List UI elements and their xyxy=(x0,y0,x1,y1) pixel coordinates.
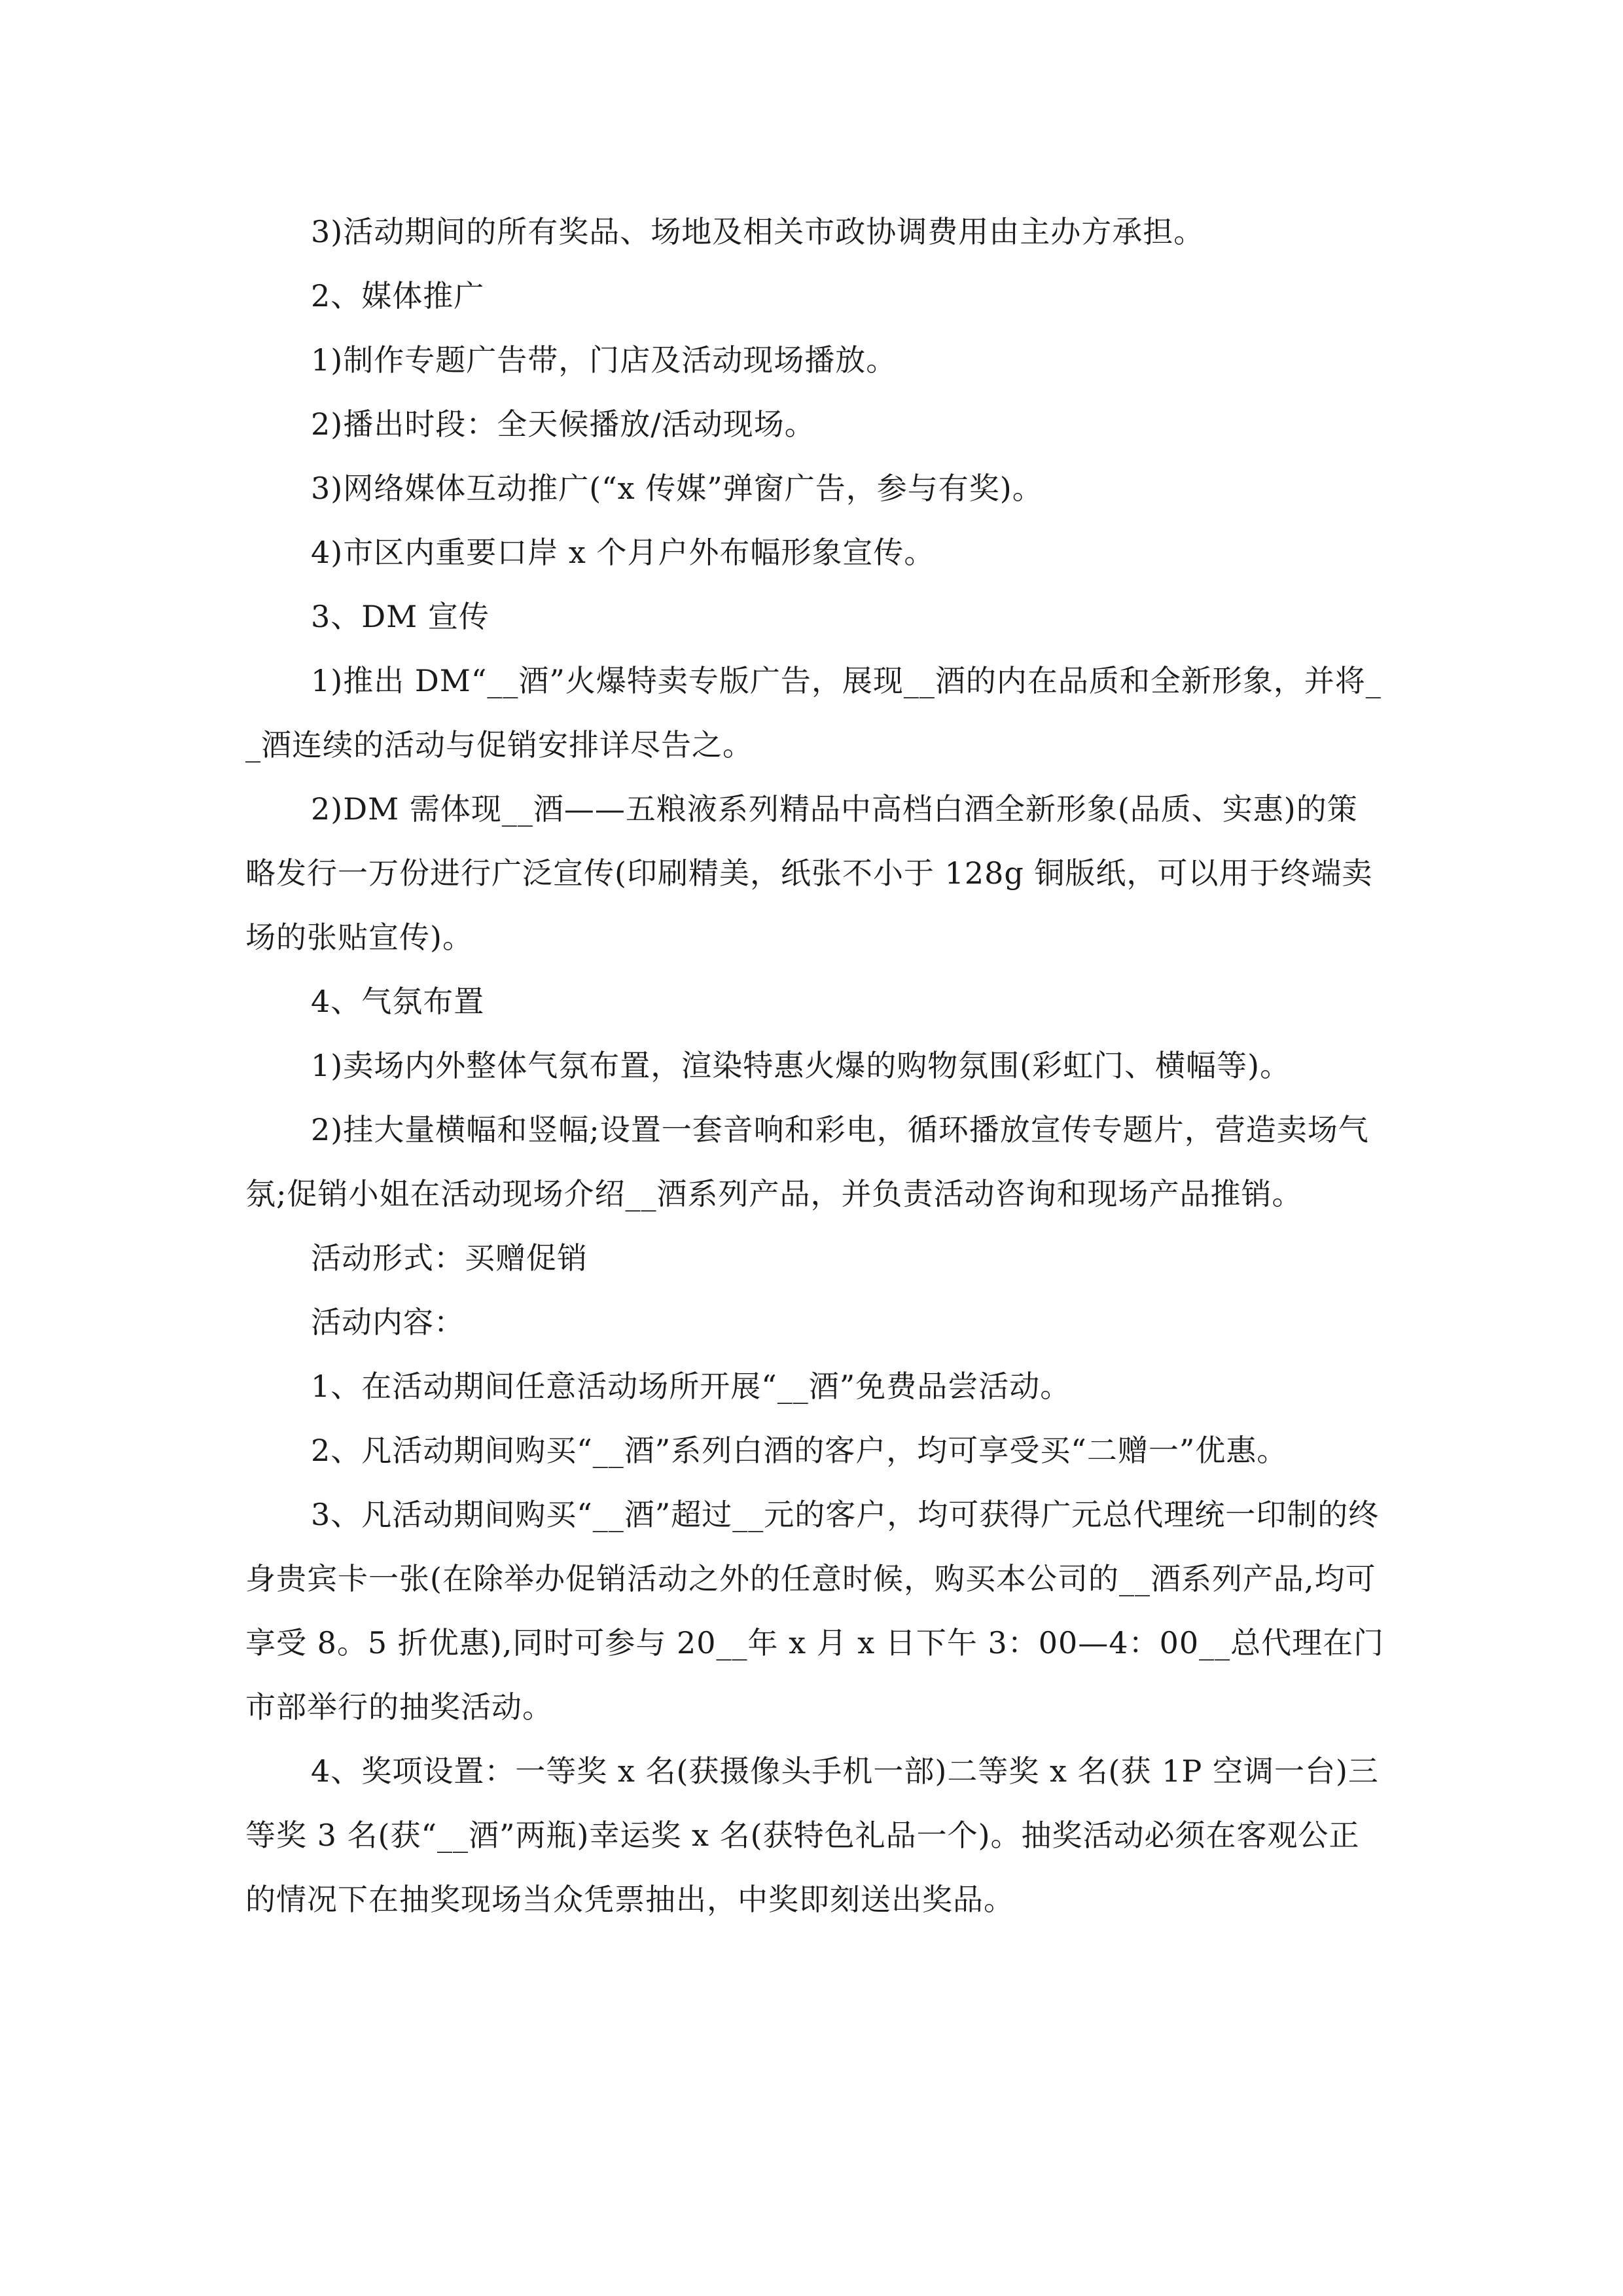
heading-media-promotion: 2、媒体推广 xyxy=(311,278,485,314)
heading-dm-promotion: 3、DM 宣传 xyxy=(311,599,490,634)
paragraph-vip-card: 3、凡活动期间购买“__酒”超过__元的客户，均可获得广元总代理统一印制的终身贵宾卡一张(在除举办促销活动之外的任意时候，购买本公司的__酒系列产品,均可享受 8。5 折优惠),同时可参与 20__年 x 月 x 日下午 3：00—4：00__总代理在门市部举行的抽奖活动。 xyxy=(245,1497,1385,1725)
paragraph-prize-costs: 3)活动期间的所有奖品、场地及相关市政协调费用由主办方承担。 xyxy=(311,214,1205,249)
paragraph-broadcast-time: 2)播出时段：全天候播放/活动现场。 xyxy=(311,406,815,442)
paragraph-outdoor-banner: 4)市区内重要口岸 x 个月户外布幅形象宣传。 xyxy=(311,535,935,570)
paragraph-dm-ad: 1)推出 DM“__酒”火爆特卖专版广告，展现__酒的内在品质和全新形象，并将__酒连续的活动与促销安排详尽告之。 xyxy=(245,663,1382,762)
paragraph-banners-audio: 2)挂大量横幅和竖幅;设置一套音响和彩电，循环播放宣传专题片，营造卖场气氛;促销小姐在活动现场介绍__酒系列产品，并负责活动咨询和现场产品推销。 xyxy=(245,1112,1369,1211)
paragraph-prize-setup: 4、奖项设置：一等奖 x 名(获摄像头手机一部)二等奖 x 名(获 1P 空调一台)三等奖 3 名(获“__酒”两瓶)幸运奖 x 名(获特色礼品一个)。抽奖活动必须在客观公正的情况下在抽奖现场当众凭票抽出，中奖即刻送出奖品。 xyxy=(245,1753,1379,1917)
paragraph-activity-form: 活动形式：买赠促销 xyxy=(311,1240,588,1276)
heading-activity-content: 活动内容： xyxy=(311,1304,465,1340)
paragraph-ad-tape: 1)制作专题广告带，门店及活动现场播放。 xyxy=(311,342,897,378)
heading-atmosphere: 4、气氛布置 xyxy=(311,984,485,1019)
paragraph-free-tasting: 1、在活动期间任意活动场所开展“__酒”免费品尝活动。 xyxy=(311,1369,1071,1404)
document-body xyxy=(245,200,1387,1931)
paragraph-dm-content: 2)DM 需体现__酒——五粮液系列精品中高档白酒全新形象(品质、实惠)的策略发行一万份进行广泛宣传(印刷精美，纸张不小于 128g 铜版纸，可以用于终端卖场的张贴宣传)。 xyxy=(245,791,1373,955)
paragraph-buy-two-get-one: 2、凡活动期间购买“__酒”系列白酒的客户，均可享受买“二赠一”优惠。 xyxy=(311,1433,1288,1468)
paragraph-store-decoration: 1)卖场内外整体气氛布置，渲染特惠火爆的购物氛围(彩虹门、横幅等)。 xyxy=(311,1048,1291,1083)
paragraph-online-promotion: 3)网络媒体互动推广(“x 传媒”弹窗广告，参与有奖)。 xyxy=(311,471,1043,506)
